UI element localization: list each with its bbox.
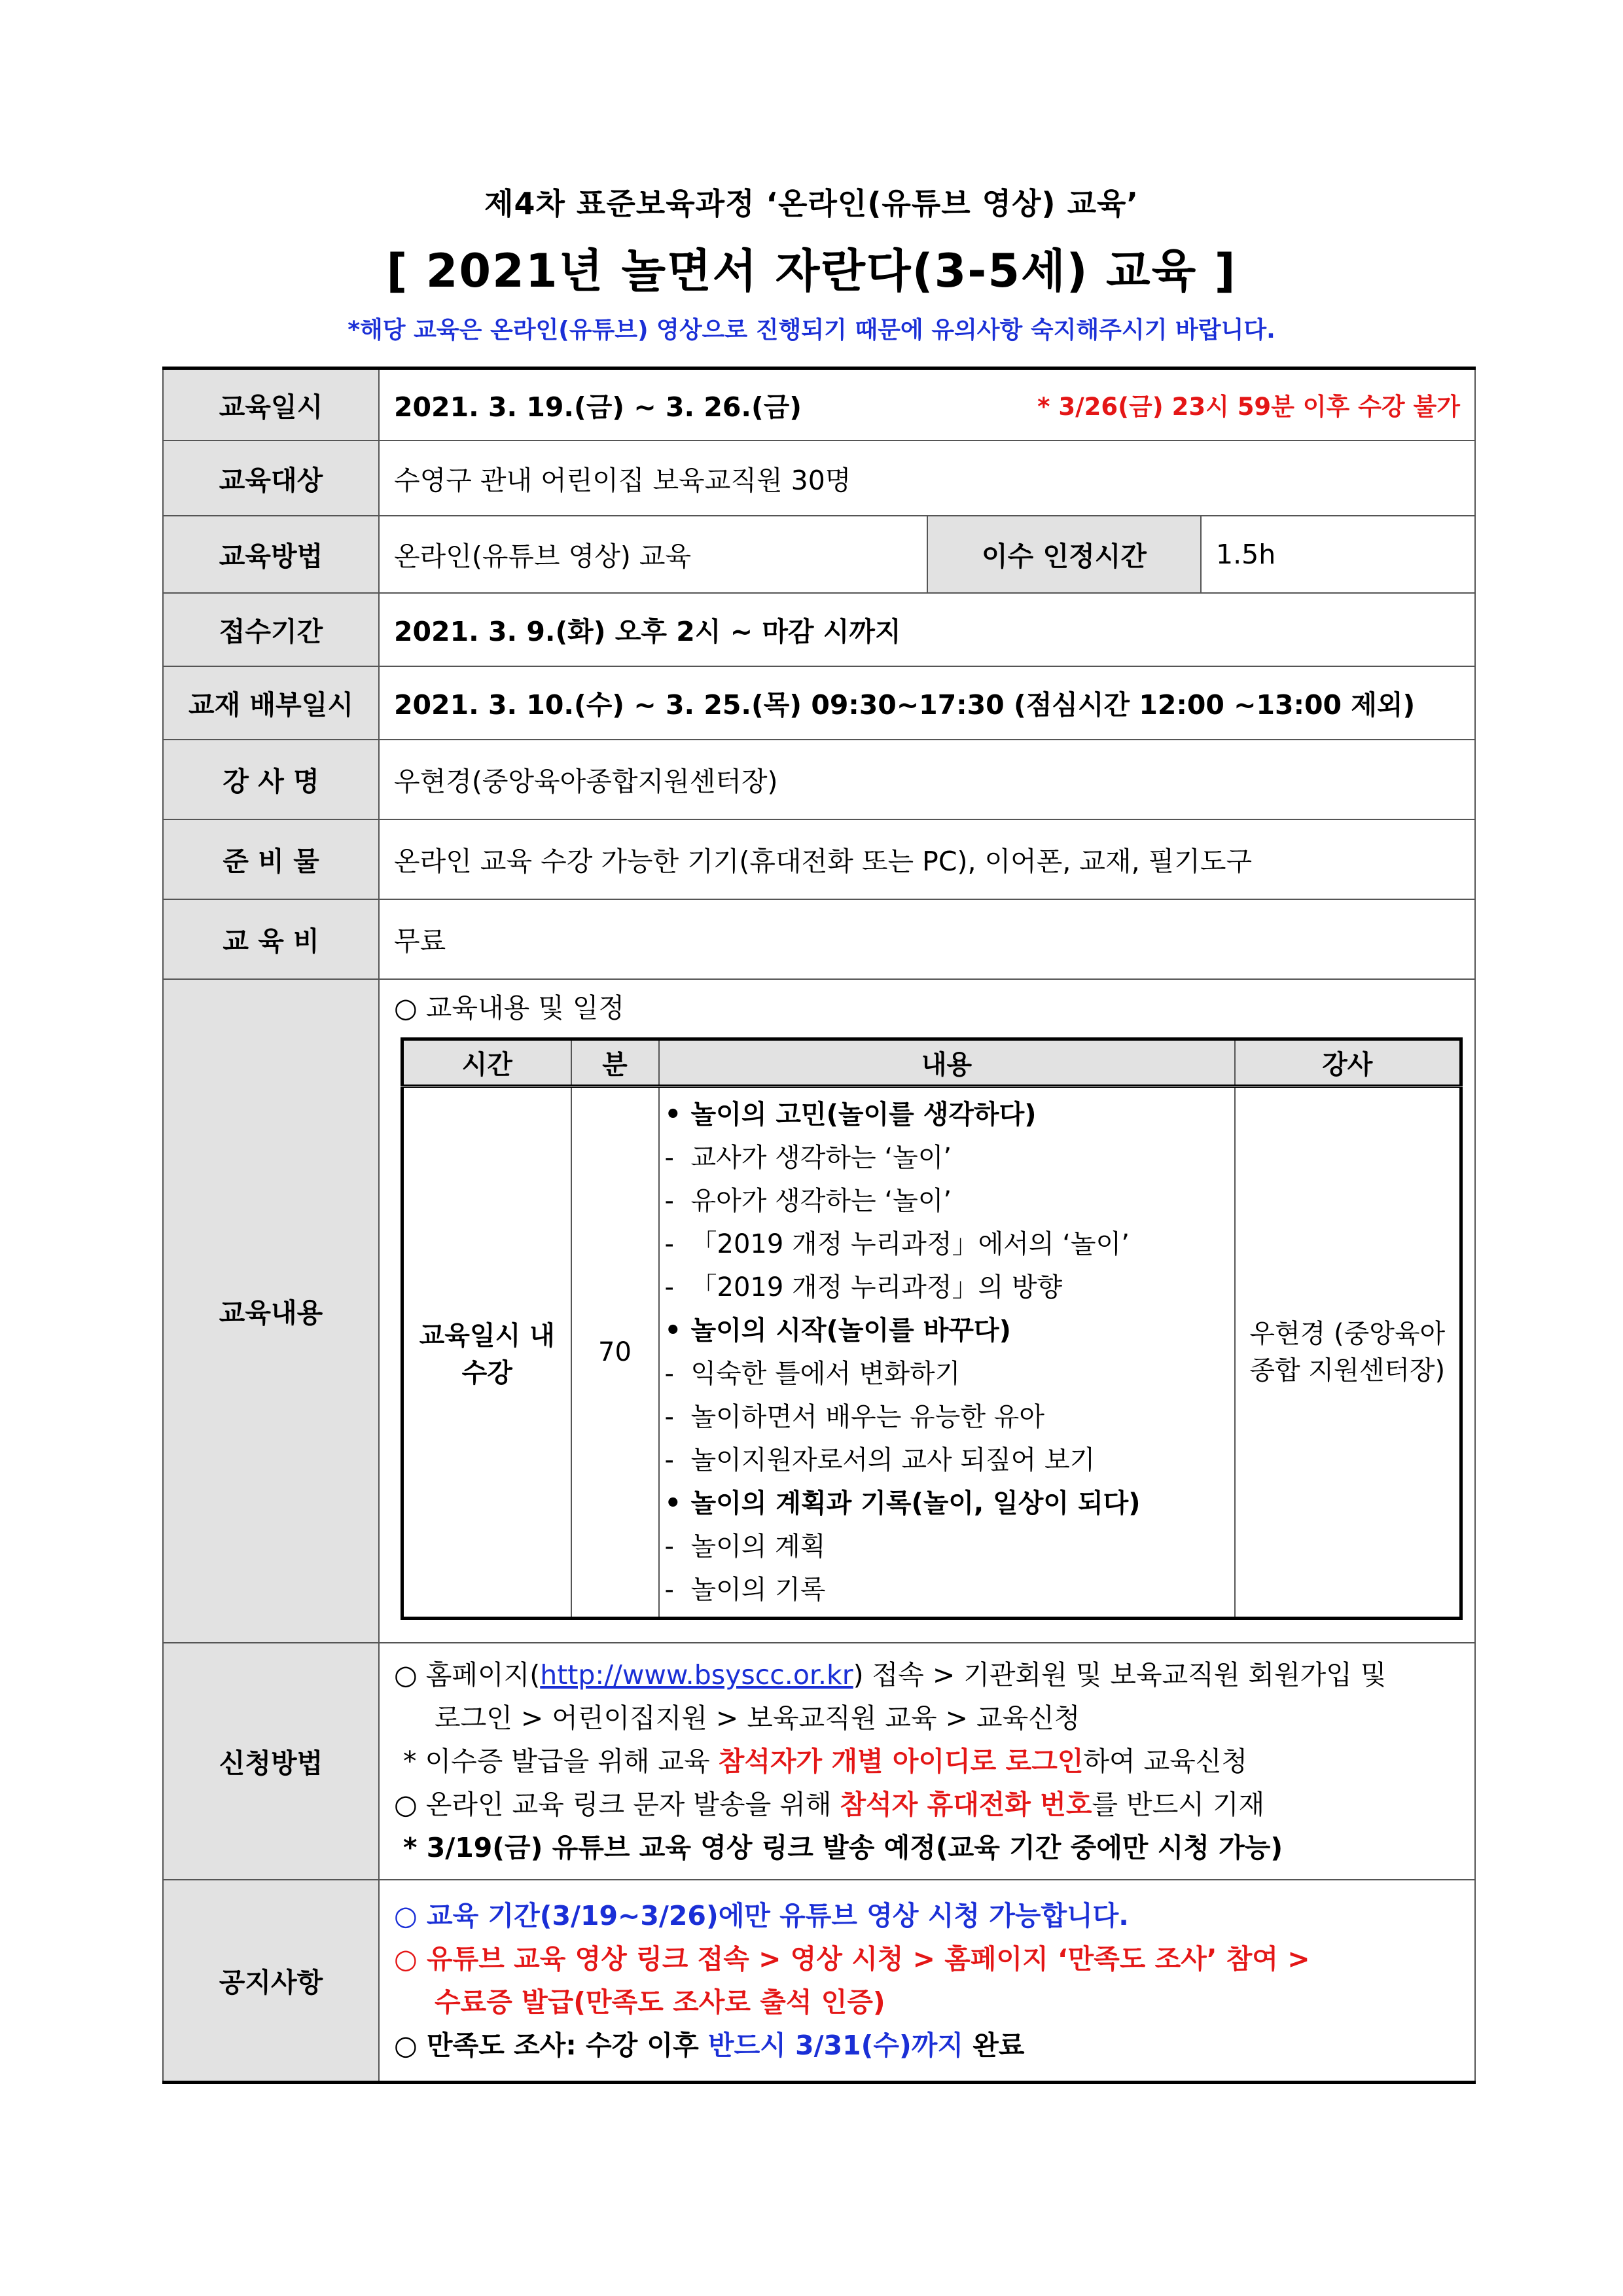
apply-l4a: ○ 온라인 교육 링크 문자 발송을 위해	[394, 1788, 840, 1820]
row-method	[163, 516, 1475, 593]
schedule-header-instructor: 강사	[1235, 1039, 1461, 1086]
value-reception: 2021. 3. 9.(화) 오후 2시 ~ 마감 시까지	[379, 593, 1475, 666]
apply-line-5: * 3/19(금) 유튜브 교육 영상 링크 발송 예정(교육 기간 중에만 시청 가능)	[403, 1831, 1283, 1863]
label-instructor: 강 사 명	[163, 740, 379, 819]
row-fee	[163, 899, 1475, 979]
doc-notice: *해당 교육은 온라인(유튜브) 영상으로 진행되기 때문에 유의사항 숙지해주시기 바랍니다.	[348, 317, 1275, 344]
notice-n3a: ○ 만족도 조사: 수강 이후	[394, 2029, 708, 2061]
row-notice	[163, 1880, 1475, 2083]
apply-line-2: 로그인 > 어린이집지원 > 보육교직원 교육 > 교육신청	[435, 1702, 1080, 1734]
schedule-minutes: 70	[571, 1086, 659, 1618]
content-item: - 유아가 생각하는 ‘놀이’	[660, 1179, 1234, 1223]
schedule-content-list	[660, 1088, 1234, 1617]
homepage-link[interactable]: http://www.bsyscc.or.kr	[540, 1659, 853, 1691]
schedule-content	[659, 1086, 1235, 1618]
content-item: - 놀이의 기록	[660, 1568, 1234, 1611]
apply-line-3	[394, 1740, 1460, 1783]
schedule-header-time: 시간	[402, 1039, 571, 1086]
content-item: - 익숙한 틀에서 변화하기	[660, 1352, 1234, 1395]
content-item: - 놀이지원자로서의 교사 되짚어 보기	[660, 1439, 1234, 1482]
content-heading: • 놀이의 시작(놀이를 바꾸다)	[660, 1309, 1234, 1352]
date-deadline-note: * 3/26(금) 23시 59분 이후 수강 불가	[1037, 393, 1461, 422]
schedule-row	[402, 1086, 1461, 1618]
row-apply	[163, 1643, 1475, 1880]
apply-l1a: ○ 홈페이지(	[394, 1659, 541, 1691]
schedule-header-row	[402, 1039, 1461, 1086]
content-item: - 교사가 생각하는 ‘놀이’	[660, 1136, 1234, 1179]
content-item: - 놀이의 계획	[660, 1525, 1234, 1568]
notice-line-4	[394, 2024, 1460, 2067]
schedule-header-content: 내용	[659, 1039, 1235, 1086]
apply-l1b: ) 접속 > 기관회원 및 보육교직원 회원가입 및	[853, 1659, 1387, 1691]
notice-n3-blue: 반드시 3/31(수)까지	[708, 2029, 963, 2061]
schedule-instructor: 우현경 (중앙육아종합 지원센터장)	[1235, 1086, 1461, 1618]
doc-subtitle: 제4차 표준보육과정 ‘온라인(유튜브 영상) 교육’	[484, 186, 1139, 221]
row-instructor	[163, 740, 1475, 819]
apply-line-4	[394, 1783, 1460, 1826]
row-material	[163, 666, 1475, 740]
value-date: 2021. 3. 19.(금) ~ 3. 26.(금)	[394, 391, 802, 423]
value-instructor: 우현경(중앙육아종합지원센터장)	[379, 740, 1475, 819]
label-method: 교육방법	[163, 516, 379, 593]
content-heading: • 놀이의 계획과 기록(놀이, 일상이 되다)	[660, 1482, 1234, 1525]
value-fee: 무료	[379, 899, 1475, 979]
info-table	[162, 367, 1476, 2084]
row-date	[163, 368, 1475, 440]
schedule-table	[401, 1037, 1463, 1620]
row-target	[163, 440, 1475, 516]
apply-l4b: 를 반드시 기재	[1092, 1788, 1265, 1820]
content-heading: • 놀이의 고민(놀이를 생각하다)	[660, 1093, 1234, 1136]
content-item: - 「2019 개정 누리과정」에서의 ‘놀이’	[660, 1223, 1234, 1266]
apply-l3b: 하여 교육신청	[1083, 1745, 1248, 1777]
label-date: 교육일시	[163, 368, 379, 440]
label-target: 교육대상	[163, 440, 379, 516]
apply-l3-red: 참석자가 개별 아이디로 로그인	[718, 1745, 1084, 1777]
row-reception	[163, 593, 1475, 666]
content-item: - 놀이하면서 배우는 유능한 유아	[660, 1395, 1234, 1439]
row-content	[163, 979, 1475, 1643]
label-fee: 교 육 비	[163, 899, 379, 979]
notice-n3b: 완료	[963, 2029, 1025, 2061]
notice-line-3: 수료증 발급(만족도 조사로 출석 인증)	[435, 1986, 885, 2018]
label-hours: 이수 인정시간	[927, 516, 1201, 593]
row-prep	[163, 819, 1475, 899]
label-material: 교재 배부일시	[163, 666, 379, 740]
value-date-cell	[379, 368, 1475, 440]
value-target: 수영구 관내 어린이집 보육교직원 30명	[379, 440, 1475, 516]
schedule-time: 교육일시 내 수강	[402, 1086, 571, 1618]
value-hours: 1.5h	[1201, 516, 1475, 593]
notice-line-2: ○ 유튜브 교육 영상 링크 접속 > 영상 시청 > 홈페이지 ‘만족도 조사’ 참여 >	[394, 1943, 1310, 1975]
content-item: - 「2019 개정 누리과정」의 방향	[660, 1266, 1234, 1309]
label-notice: 공지사항	[163, 1880, 379, 2083]
doc-title: [ 2021년 놀면서 자란다(3-5세) 교육 ]	[386, 244, 1237, 298]
content-intro: ○ 교육내용 및 일정	[394, 992, 625, 1024]
value-material: 2021. 3. 10.(수) ~ 3. 25.(목) 09:30~17:30 (점심시간 12:00 ~13:00 제외)	[379, 666, 1475, 740]
value-prep: 온라인 교육 수강 가능한 기기(휴대전화 또는 PC), 이어폰, 교재, 필기도구	[379, 819, 1475, 899]
schedule-header-minutes: 분	[571, 1039, 659, 1086]
label-apply: 신청방법	[163, 1643, 379, 1880]
label-prep: 준 비 물	[163, 819, 379, 899]
content-cell	[379, 979, 1475, 1643]
apply-l3a: * 이수증 발급을 위해 교육	[403, 1745, 719, 1777]
notice-cell	[379, 1880, 1475, 2083]
label-reception: 접수기간	[163, 593, 379, 666]
apply-line-1	[394, 1653, 1460, 1696]
apply-l4-red: 참석자 휴대전화 번호	[840, 1788, 1092, 1820]
label-content: 교육내용	[163, 979, 379, 1643]
apply-cell	[379, 1643, 1475, 1880]
value-method: 온라인(유튜브 영상) 교육	[379, 516, 927, 593]
notice-line-1: ○ 교육 기간(3/19~3/26)에만 유튜브 영상 시청 가능합니다.	[394, 1899, 1129, 1931]
